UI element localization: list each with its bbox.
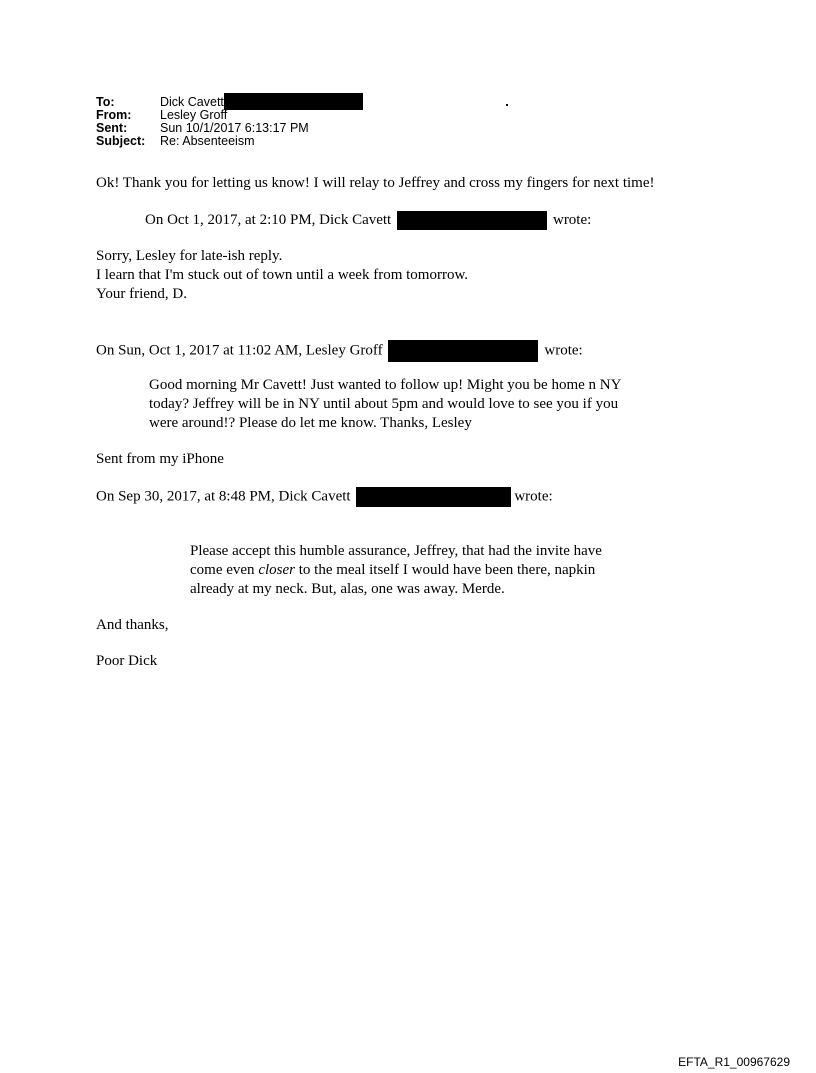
cavett2-line: Please accept this humble assurance, Jeffrey, that had the invite have [190, 543, 602, 559]
redaction-bar [397, 211, 547, 230]
quote3-intro-text: On Sep 30, 2017, at 8:48 PM, Dick Cavett [96, 488, 351, 505]
cavett2-emphasis: closer [258, 562, 295, 578]
groff-line: Good morning Mr Cavett! Just wanted to follow up! Might you be home n NY [149, 377, 622, 393]
cavett-line: Your friend, D. [96, 286, 187, 302]
quote2-wrote: wrote: [544, 342, 583, 359]
thanks-line: And thanks, [96, 617, 169, 633]
quote3-intro [96, 487, 553, 507]
groff-line: today? Jeffrey will be in NY until about 5pm and would love to see you if you [149, 396, 619, 412]
cavett2-line: already at my neck. But, alas, one was away. Merde. [190, 581, 505, 597]
cavett-message-2 [190, 542, 602, 599]
sent-label: Sent: [96, 121, 128, 135]
document-id: EFTA_R1_00967629 [678, 1055, 790, 1069]
subject-label: Subject: [96, 134, 146, 148]
reply-line: Ok! Thank you for letting us know! I will relay to Jeffrey and cross my fingers for next time! [96, 175, 655, 191]
quote3-wrote: wrote: [514, 488, 553, 505]
cavett-line: I learn that I'm stuck out of town until a week from tomorrow. [96, 267, 469, 283]
cavett-message [96, 247, 468, 304]
quote1-wrote: wrote: [552, 212, 592, 228]
to-name: Dick Cavett [160, 95, 224, 109]
groff-message [149, 376, 621, 433]
from-label: From: [96, 108, 132, 122]
quote2-intro-text: On Sun, Oct 1, 2017 at 11:02 AM, Lesley Groff [96, 342, 383, 359]
cavett2-line-part: to the meal itself I would have been there, napkin [294, 562, 596, 578]
cavett-line: Sorry, Lesley for late-ish reply. [96, 248, 283, 264]
sent-from-line: Sent from my iPhone [96, 451, 224, 467]
cavett2-line [190, 561, 602, 580]
cavett2-line-part: come even [190, 562, 259, 578]
from-value: Lesley Groff [160, 108, 228, 122]
signoff-line: Poor Dick [96, 653, 158, 669]
quote1-intro [145, 211, 591, 230]
redaction-bar [356, 487, 511, 507]
to-label: To: [96, 95, 115, 109]
subject-value: Re: Absenteeism [160, 134, 255, 148]
sent-value: Sun 10/1/2017 6:13:17 PM [160, 121, 309, 135]
quote2-intro [96, 340, 583, 362]
stray-mark [506, 104, 508, 106]
groff-line: were around!? Please do let me know. Thanks, Lesley [149, 415, 472, 431]
redaction-bar [388, 340, 538, 362]
quote1-intro-text: On Oct 1, 2017, at 2:10 PM, Dick Cavett [145, 212, 392, 228]
redaction-bar [224, 93, 363, 110]
